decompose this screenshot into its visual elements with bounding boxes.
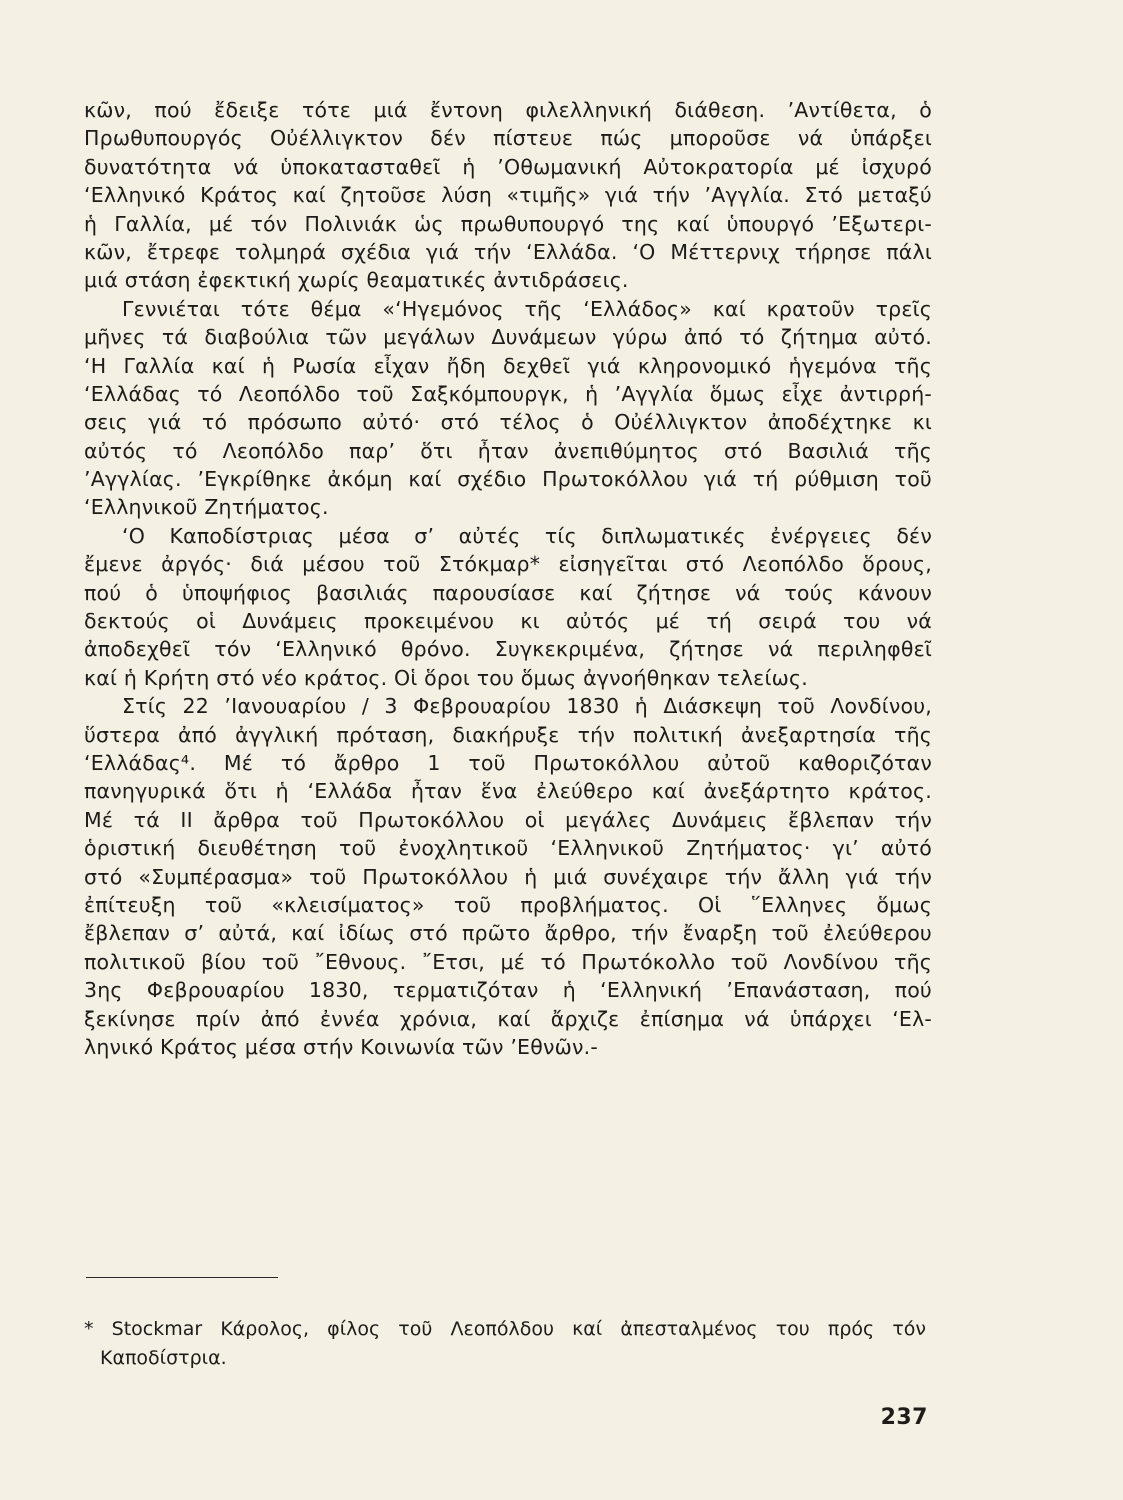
footnote-line: * Stockmar Κάρολος, φίλος τοῦ Λεοπόλδου καί ἀπεσταλμένος του πρός τόν (84, 1318, 926, 1340)
text-line: πολιτικοῦ βίου τοῦ ῎Εθνους. ῎Ετσι, μέ τό Πρωτόκολλο τοῦ Λονδίνου τῆς (84, 949, 932, 974)
text-line: ὕστερα ἀπό ἀγγλική πρόταση, διακήρυξε τήν πολιτική ἀνεξαρτησία τῆς (84, 722, 932, 747)
text-line: καί ἡ Κρήτη στό νέο κράτος. Οἱ ὅροι του ὅμως ἀγνοήθηκαν τελείως. (84, 665, 808, 690)
text-line: κῶν, πού ἔδειξε τότε μιά ἔντονη φιλελληνική διάθεση. ’Αντίθετα, ὁ (84, 98, 932, 122)
text-line: ‘Ελλάδας τό Λεοπόλδο τοῦ Σαξκόμπουργκ, ἡ ’Αγγλία ὅμως εἶχε ἀντιρρή- (84, 381, 932, 406)
text-line: ἀποδεχθεῖ τόν ‘Ελληνικό θρόνο. Συγκεκριμένα, ζήτησε νά περιληφθεῖ (84, 637, 932, 662)
footnote (84, 1315, 926, 1373)
footnote-divider (86, 1277, 278, 1278)
text-line: σεις γιά τό πρόσωπο αὐτό· στό τέλος ὁ Οὐέλλιγκτον ἀποδέχτηκε κι (84, 410, 932, 435)
footnote-line: Καποδίστρια. (100, 1347, 227, 1369)
text-line: αὐτός τό Λεοπόλδο παρ’ ὅτι ἦταν ἀνεπιθύμητος στό Βασιλιά τῆς (84, 438, 932, 463)
text-line: πού ὁ ὑποψήφιος βασιλιάς παρουσίασε καί ζήτησε νά τούς κάνουν (84, 580, 932, 605)
body-text (84, 96, 932, 1061)
text-line: ’Αγγλίας. ’Εγκρίθηκε ἀκόμη καί σχέδιο Πρωτοκόλλου γιά τή ρύθμιση τοῦ (84, 467, 932, 492)
text-line: ληνικό Κράτος μέσα στήν Κοινωνία τῶν ’Εθνῶν.- (84, 1034, 598, 1059)
text-line: Στίς 22 ’Ιανουαρίου / 3 Φεβρουαρίου 1830 ἡ Διάσκεψη τοῦ Λονδίνου, (122, 694, 932, 719)
page-number: 237 (880, 1405, 928, 1430)
text-line: κῶν, ἔτρεφε τολμηρά σχέδια γιά τήν ‘Ελλάδα. ‘Ο Μέττερνιχ τήρησε πάλι (84, 239, 932, 264)
text-line: ἔβλεπαν σ’ αὐτά, καί ἰδίως στό πρῶτο ἄρθρο, τήν ἔναρξη τοῦ ἐλεύθερου (84, 921, 932, 946)
text-line: δυνατότητα νά ὑποκατασταθεῖ ἡ ’Οθωμανική Αὐτοκρατορία μέ ἰσχυρό (84, 154, 932, 179)
text-line: Γεννιέται τότε θέμα «‘Ηγεμόνος τῆς ‘Ελλάδος» καί κρατοῦν τρεῖς (122, 296, 932, 321)
text-line: Πρωθυπουργός Οὐέλλιγκτον δέν πίστευε πώς μποροῦσε νά ὑπάρξει (84, 126, 932, 151)
text-line: ‘Ο Καποδίστριας μέσα σ’ αὐτές τίς διπλωματικές ἐνέργειες δέν (122, 523, 932, 548)
text-line: ‘Ελλάδας⁴. Μέ τό ἄρθρο 1 τοῦ Πρωτοκόλλου αὐτοῦ καθοριζόταν (84, 750, 932, 775)
text-line: ὁριστική διευθέτηση τοῦ ἐνοχλητικοῦ ‘Ελληνικοῦ Ζητήματος· γι’ αὐτό (84, 836, 932, 861)
text-line: μῆνες τά διαβούλια τῶν μεγάλων Δυνάμεων γύρω ἀπό τό ζήτημα αὐτό. (84, 325, 932, 350)
text-line: ἔμενε ἀργός· διά μέσου τοῦ Στόκμαρ* εἰσηγεῖται στό Λεοπόλδο ὅρους, (84, 552, 932, 577)
text-line: ἡ Γαλλία, μέ τόν Πολινιάκ ὡς πρωθυπουργό της καί ὑπουργό ’Εξωτερι- (84, 211, 932, 236)
text-line: πανηγυρικά ὅτι ἡ ‘Ελλάδα ἦταν ἕνα ἐλεύθερο καί ἀνεξάρτητο κράτος. (84, 779, 932, 804)
text-line: Μέ τά ΙΙ ἄρθρα τοῦ Πρωτοκόλλου οἱ μεγάλες Δυνάμεις ἔβλεπαν τήν (84, 807, 932, 832)
text-line: ‘Ελληνικό Κράτος καί ζητοῦσε λύση «τιμῆς» γιά τήν ’Αγγλία. Στό μεταξύ (84, 183, 932, 208)
text-line: μιά στάση ἐφεκτική χωρίς θεαματικές ἀντιδράσεις. (84, 268, 629, 293)
text-line: ‘Η Γαλλία καί ἡ Ρωσία εἶχαν ἤδη δεχθεῖ γιά κληρονομικό ἡγεμόνα τῆς (84, 353, 932, 378)
text-line: 3ης Φεβρουαρίου 1830, τερματιζόταν ἡ ‘Ελληνική ’Επανάσταση, πού (84, 978, 932, 1003)
text-line: ἐπίτευξη τοῦ «κλεισίματος» τοῦ προβλήματος. Οἱ ῞Ελληνες ὅμως (84, 892, 932, 917)
text-line: δεκτούς οἱ Δυνάμεις προκειμένου κι αὐτός μέ τή σειρά του νά (84, 609, 932, 634)
text-line: ‘Ελληνικοῦ Ζητήματος. (84, 495, 329, 520)
text-line: ξεκίνησε πρίν ἀπό ἐννέα χρόνια, καί ἄρχιζε ἐπίσημα νά ὑπάρχει ‘Ελ- (84, 1006, 932, 1031)
text-line: στό «Συμπέρασμα» τοῦ Πρωτοκόλλου ἡ μιά συνέχαιρε τήν ἄλλη γιά τήν (84, 864, 932, 889)
